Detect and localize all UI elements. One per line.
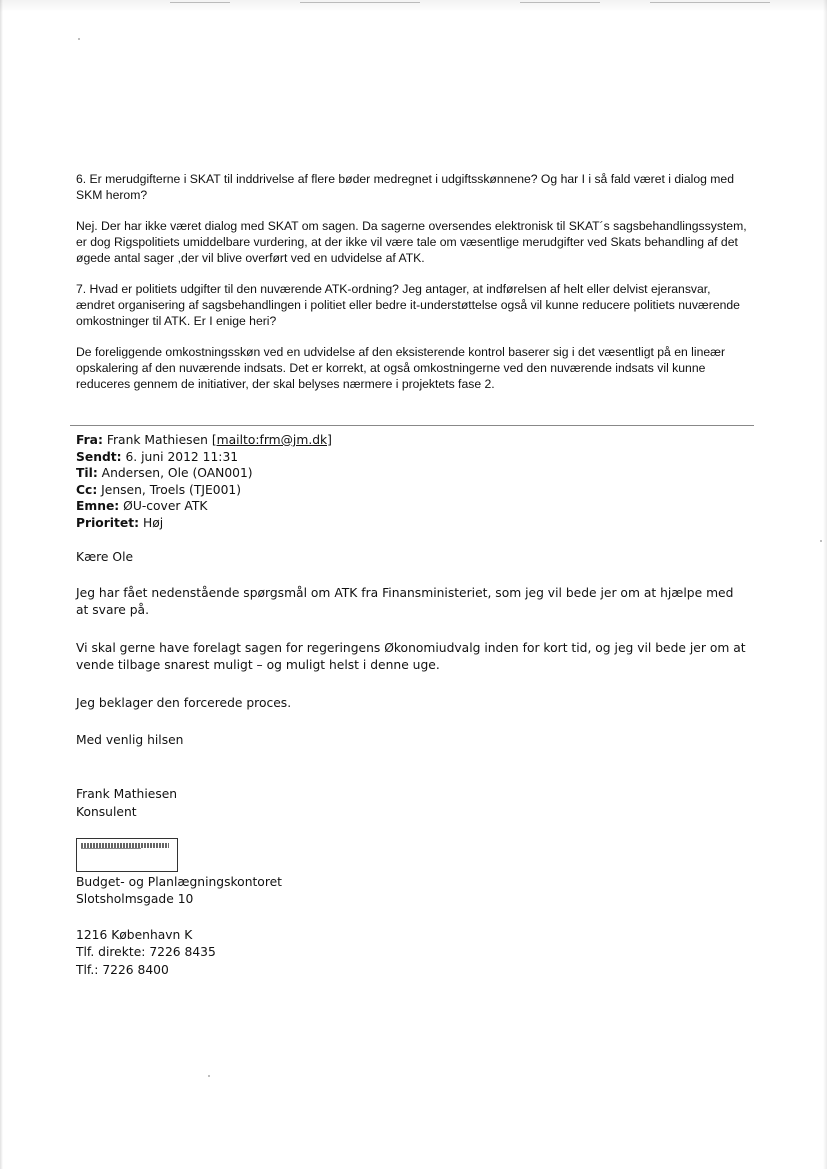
signature-phone-direct: Tlf. direkte: 7226 8435: [76, 945, 216, 959]
signature-title: Konsulent: [76, 805, 137, 819]
qa-section: [76, 171, 748, 407]
scan-top-edge: [0, 0, 827, 12]
from-mailto-link[interactable]: [mailto:frm@jm.dk]: [211, 433, 332, 447]
cc-row: [76, 482, 676, 499]
from-label: Fra:: [76, 433, 103, 447]
subject-label: Emne:: [76, 499, 120, 513]
priority-label: Prioritet:: [76, 515, 140, 530]
to-row: [76, 465, 676, 482]
email-closing: Med venlig hilsen: [76, 733, 184, 747]
answer-6: Nej. Der har ikke været dialog med SKAT om sagen. Da sagerne oversendes elektronisk til SKAT´s sagsbehandlingssystem, er dog Rigspolitiets umiddelbare vurdering, at der ikke vil være tale om væsentlige merudgifter ved Skats behandling af det øgede antal sager ,der vil blive overført ved en udvidelse af ATK.: [76, 219, 747, 265]
sent-value: 6. juni 2012 11:31: [125, 449, 239, 464]
signature-office: Budget- og Planlægningskontoret: [76, 875, 283, 889]
sent-label: Sendt:: [76, 449, 122, 464]
email-greeting: Kære Ole: [76, 550, 134, 564]
scan-left-edge: [0, 0, 3, 1169]
scan-right-edge: [823, 0, 827, 1169]
sent-row: [76, 449, 676, 466]
email-paragraph-2: Vi skal gerne have forelagt sagen for regeringens Økonomiudvalg inden for kort tid, og jeg vil bede jer om at vende tilbage snarest muligt – og muligt helst i denne uge.: [76, 641, 746, 672]
signature-phone: Tlf.: 7226 8400: [76, 963, 169, 977]
signature-street: Slotsholmsgade 10: [76, 892, 194, 906]
to-label: Til:: [76, 466, 98, 480]
email-paragraph-1: Jeg har fået nedenstående spørgsmål om ATK fra Finansministeriet, som jeg vil bede jer om at hjælpe med at svare på.: [76, 586, 734, 617]
from-row: [76, 432, 676, 449]
scan-dust: [820, 540, 822, 542]
answer-7: De foreliggende omkostningsskøn ved en udvidelse af den eksisterende kontrol baserer sig i det væsentligt på en lineær opskalering af den nuværende indsats. Det er korrekt, at også omkostningerne ved den nuværende indsats vil kunne reduceres gennem de initiativer, der skal belyses nærmere i projektets fase 2.: [76, 345, 726, 391]
priority-row: [76, 515, 676, 532]
scan-dust: [78, 38, 80, 40]
signature-name: Frank Mathiesen: [76, 787, 178, 801]
question-7: 7. Hvad er politiets udgifter til den nuværende ATK-ordning? Jeg antager, at indførelsen af helt eller delvist ejeransvar, ændret organisering af sagsbehandlingen i politiet eller bedre it-understøttelse også vil kunne reducere politiets nuværende omkostninger til ATK. Er I enige heri?: [76, 282, 740, 328]
subject-value: ØU-cover ATK: [123, 499, 208, 513]
signature-logo-image: [76, 838, 178, 872]
email-divider: [70, 425, 754, 426]
question-6: 6. Er merudgifterne i SKAT til inddrivelse af flere bøder medregnet i udgiftsskønnene? Og har I i så fald været i dialog med SKM herom?: [76, 172, 734, 202]
cc-value: Jensen, Troels (TJE001): [101, 482, 242, 497]
email-header: [76, 432, 676, 531]
from-name: Frank Mathiesen: [106, 433, 208, 447]
to-value: Andersen, Ole (OAN001): [101, 466, 253, 480]
cc-label: Cc:: [76, 482, 98, 497]
signature-city: 1216 København K: [76, 928, 193, 942]
email-paragraph-3: Jeg beklager den forcerede proces.: [76, 696, 292, 710]
priority-value: Høj: [142, 515, 164, 530]
subject-row: [76, 498, 676, 515]
scan-dust: [208, 1075, 210, 1077]
